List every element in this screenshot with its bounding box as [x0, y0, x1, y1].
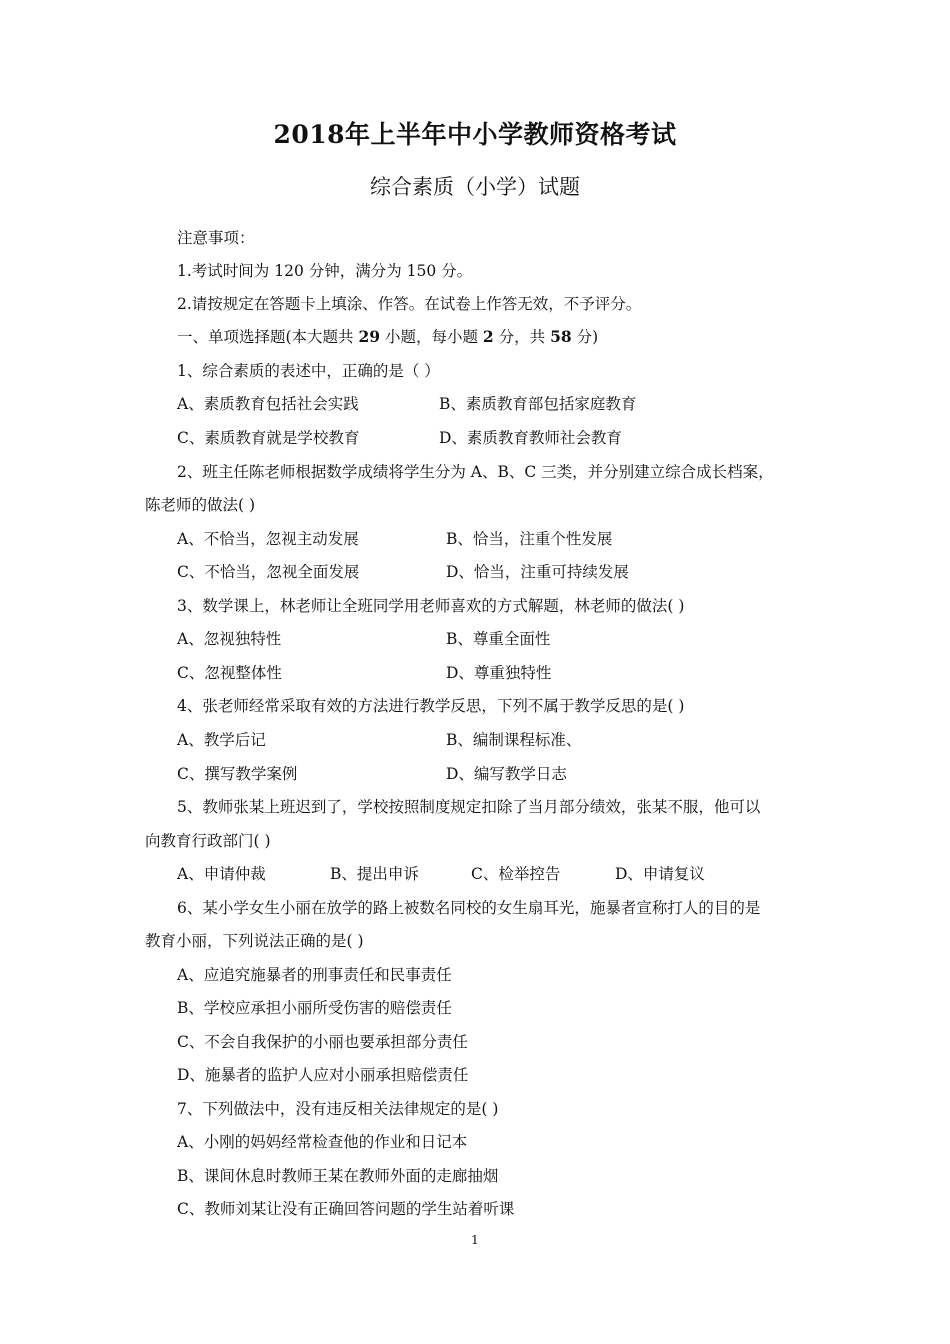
question-6-option-d: D、施暴者的监护人应对小丽承担赔偿责任	[177, 1066, 469, 1084]
question-3-option-c: C、忽视整体性	[177, 664, 282, 682]
question-3-option-d: D、尊重独特性	[446, 664, 552, 682]
question-2-option-d: D、恰当，注重可持续发展	[446, 563, 629, 581]
question-6-option-a: A、应追究施暴者的刑事责任和民事责任	[177, 966, 452, 984]
exam-subtitle: 综合素质（小学）试题	[370, 175, 580, 199]
question-5-option-b: B、提出申诉	[330, 865, 419, 883]
question-1-option-d: D、素质教育教师社会教育	[439, 429, 622, 447]
section-heading	[177, 327, 598, 347]
question-6-option-c: C、不会自我保护的小丽也要承担部分责任	[177, 1033, 468, 1051]
question-5-option-d: D、申请复议	[615, 865, 705, 883]
question-7-option-c: C、教师刘某让没有正确回答问题的学生站着听课	[177, 1200, 515, 1218]
notes-heading: 注意事项：	[177, 229, 255, 247]
question-6-stem: 6、某小学女生小丽在放学的路上被数名同校的女生扇耳光，施暴者宣称打人的目的是	[177, 899, 761, 917]
question-2-stem: 2、班主任陈老师根据数学成绩将学生分为 A、B、C 三类，并分别建立综合成长档案，	[177, 463, 774, 481]
question-4-stem: 4、张老师经常采取有效的方法进行教学反思，下列不属于教学反思的是( )	[177, 697, 685, 715]
question-5-option-c: C、检举控告	[471, 865, 561, 883]
question-6-stem-cont: 教育小丽，下列说法正确的是( )	[145, 932, 364, 950]
question-6-option-b: B、学校应承担小丽所受伤害的赔偿责任	[177, 999, 452, 1017]
section-mid2: 分，共	[493, 328, 551, 346]
question-1-option-c: C、素质教育就是学校教育	[177, 429, 360, 447]
question-7-stem: 7、下列做法中，没有违反相关法律规定的是( )	[177, 1100, 499, 1118]
section-count: 29	[358, 327, 381, 346]
question-5-option-a: A、申请仲裁	[177, 865, 266, 883]
question-3-option-a: A、忽视独特性	[177, 630, 282, 648]
question-7-option-a: A、小刚的妈妈经常检查他的作业和日记本	[177, 1133, 468, 1151]
question-3-stem: 3、数学课上，林老师让全班同学用老师喜欢的方式解题，林老师的做法( )	[177, 597, 685, 615]
question-1-option-a: A、素质教育包括社会实践	[177, 395, 359, 413]
question-4-option-a: A、教学后记	[177, 731, 266, 749]
question-4-option-b: B、编制课程标准、	[446, 731, 582, 749]
notes-item-1: 1.考试时间为 120 分钟，满分为 150 分。	[177, 262, 473, 280]
question-2-option-c: C、不恰当，忽视全面发展	[177, 563, 360, 581]
question-7-option-b: B、课间休息时教师王某在教师外面的走廊抽烟	[177, 1167, 499, 1185]
question-4-option-c: C、撰写教学案例	[177, 765, 298, 783]
section-per: 2	[482, 327, 494, 346]
question-5-stem: 5、教师张某上班迟到了，学校按照制度规定扣除了当月部分绩效，张某不服，他可以	[177, 798, 761, 816]
question-2-option-a: A、不恰当，忽视主动发展	[177, 530, 359, 548]
question-3-option-b: B、尊重全面性	[446, 630, 551, 648]
section-total: 58	[550, 327, 572, 346]
question-4-option-d: D、编写教学日志	[446, 765, 567, 783]
section-mid1: 小题，每小题	[380, 328, 483, 346]
question-5-stem-cont: 向教育行政部门( )	[145, 832, 271, 850]
section-prefix: 一、单项选择题(本大题共	[177, 328, 359, 346]
section-suffix: 分)	[571, 328, 599, 346]
question-2-stem-cont: 陈老师的做法( )	[145, 496, 256, 514]
question-1-option-b: B、素质教育部包括家庭教育	[439, 395, 637, 413]
question-2-option-b: B、恰当，注重个性发展	[446, 530, 613, 548]
notes-item-2: 2.请按规定在答题卡上填涂、作答。在试卷上作答无效，不予评分。	[177, 295, 642, 313]
question-1-stem: 1、综合素质的表述中，正确的是（ ）	[177, 362, 440, 380]
exam-title: 2018年上半年中小学教师资格考试	[273, 120, 677, 149]
page-number: 1	[471, 1233, 479, 1247]
